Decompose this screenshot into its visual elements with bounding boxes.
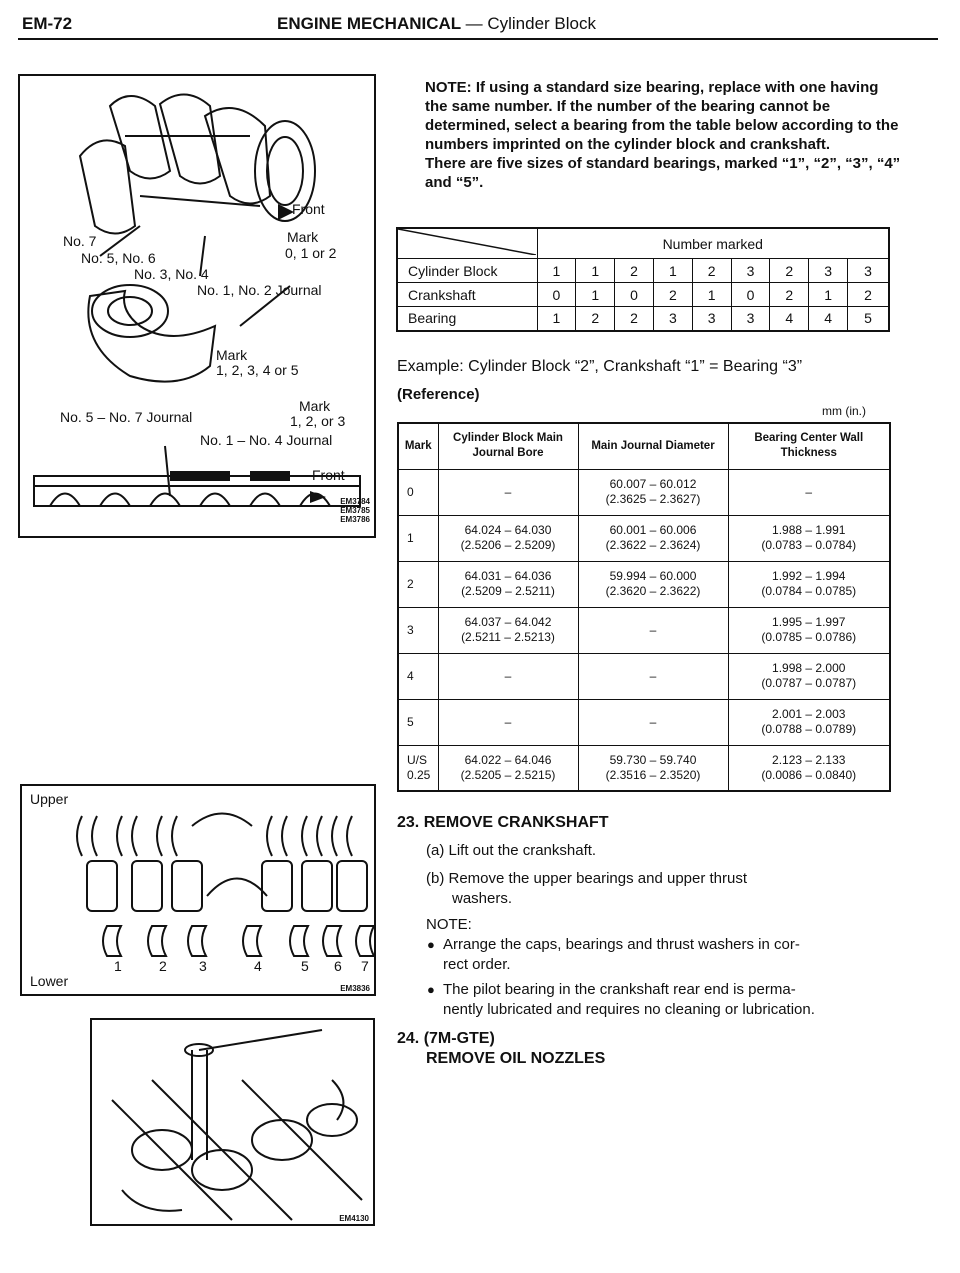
figure-code-4: EM3836 [340,984,370,993]
cap-number-1: 1 [114,958,122,974]
step-23b-line1: (b) Remove the upper bearings and upper thrust [426,870,748,887]
table-cell: 1.992 – 1.994 (0.0784 – 0.0785) [728,561,890,607]
table-cell: 3 [692,307,731,331]
table-cell: 1 [398,515,438,561]
note-paragraph-1: NOTE: If using a standard size bearing, replace with one having the same number. If the number of the bearing cannot be determined, select a bearing from the table below according to the numbers imprinted on the cylinder block and crankshaft. [425,79,899,153]
figure-code-5: EM4130 [339,1214,369,1223]
corner-diagonal [398,229,536,255]
table-cell: – [728,469,890,515]
column-header-diameter: Main Journal Diameter [578,423,728,469]
column-header-thickness: Bearing Center Wall Thickness [728,423,890,469]
step-23-title: 23. REMOVE CRANKSHAFT [397,814,609,831]
table-cell: – [578,607,728,653]
corner-cell [397,228,537,259]
upper-label: Upper [30,791,69,807]
step-23b-line2: washers. [452,890,513,907]
bearing-caps-figure [20,784,376,996]
table-cell: 2 [848,283,890,307]
table-cell: 3 [653,307,692,331]
column-header-mark: Mark [398,423,438,469]
table-cell: 2 [770,259,809,283]
table-cell: 60.007 – 60.012 (2.3625 – 2.3627) [578,469,728,515]
lower-label: Lower [30,973,69,989]
table-row [397,307,889,331]
no5-no7-journal-label: No. 5 – No. 7 Journal [60,409,193,425]
table-cell: 3 [398,607,438,653]
table-header-row [398,423,890,469]
column-header-bore: Cylinder Block Main Journal Bore [438,423,578,469]
page-title [277,14,596,34]
table-cell: 3 [731,307,770,331]
example-text: Example: Cylinder Block “2”, Crankshaft “1” = Bearing “3” [397,358,803,375]
step-23a: (a) Lift out the crankshaft. [426,842,597,859]
table-cell: 1 [653,259,692,283]
number-marked-table [396,227,890,332]
no7-label: No. 7 [63,233,97,249]
cap-number-6: 6 [334,958,342,974]
note-paragraph-2: There are five sizes of standard bearings, marked “1”, “2”, “3”, “4” and “5”. [425,155,901,191]
table-cell: 2 [770,283,809,307]
table-cell: – [578,653,728,699]
table-row [398,607,890,653]
section-title: ENGINE MECHANICAL [277,14,461,33]
table-row [397,228,889,259]
table-cell: 4 [770,307,809,331]
table-cell: 3 [731,259,770,283]
crankshaft-marks-figure [18,74,376,538]
table-cell: 64.031 – 64.036 (2.5209 – 2.5211) [438,561,578,607]
no5-no6-label: No. 5, No. 6 [81,250,156,266]
number-marked-header: Number marked [537,228,889,259]
mark-label-123: Mark [299,398,331,414]
cap-number-3: 3 [199,958,207,974]
table-cell: 1.998 – 2.000 (0.0787 – 0.0787) [728,653,890,699]
table-row [398,745,890,791]
table-cell: 64.022 – 64.046 (2.5205 – 2.5215) [438,745,578,791]
table-cell: 2.123 – 2.133 (0.0086 – 0.0840) [728,745,890,791]
mark-label-012: Mark [287,229,319,245]
title-dash: — [465,14,483,33]
table-cell: 64.024 – 64.030 (2.5206 – 2.5209) [438,515,578,561]
unit-label: mm (in.) [822,404,866,418]
table-cell: 4 [809,307,848,331]
standard-bearing-note [425,78,905,192]
figure-code-3: EM3786 [340,515,370,524]
table-cell: U/S 0.25 [398,745,438,791]
no1-no4-journal-label: No. 1 – No. 4 Journal [200,432,333,448]
table-cell: – [438,699,578,745]
no3-no4-label: No. 3, No. 4 [134,266,209,282]
table-cell: 1 [537,259,576,283]
table-cell: 5 [398,699,438,745]
crankshaft-removal-illustration [92,1020,375,1226]
table-row [398,515,890,561]
table-cell: – [438,469,578,515]
table-cell: 0 [537,283,576,307]
figure-code-1: EM3784 [340,497,370,506]
table-row [397,259,889,283]
page-code: EM-72 [22,14,73,33]
table-cell: 3 [848,259,890,283]
table-cell: 1 [576,283,615,307]
table-cell: 4 [398,653,438,699]
mark-values-123: 1, 2, or 3 [290,413,346,429]
reference-table-body [398,469,890,791]
table-cell: 0 [615,283,654,307]
mark-values-012: 0, 1 or 2 [285,245,337,261]
reference-table [397,422,891,792]
table-cell: 1.995 – 1.997 (0.0785 – 0.0786) [728,607,890,653]
step-24-title: 24. (7M-GTE) [397,1030,495,1047]
front-label-bottom: Front [312,467,345,483]
step-23-bullet2-line2: nently lubricated and requires no cleaning or lubrication. [443,1001,815,1018]
table-cell: 59.994 – 60.000 (2.3620 – 2.3622) [578,561,728,607]
header-rule [18,38,938,40]
table-cell: 2 [692,259,731,283]
table-row [398,699,890,745]
table-cell: 0 [398,469,438,515]
table-row [398,469,890,515]
reference-label: (Reference) [397,386,480,403]
table-cell: 2 [615,307,654,331]
cap-number-5: 5 [301,958,309,974]
table-cell: 2.001 – 2.003 (0.0788 – 0.0789) [728,699,890,745]
row-label: Crankshaft [397,283,537,307]
cap-number-7: 7 [361,958,369,974]
step-24-subtitle: REMOVE OIL NOZZLES [426,1050,606,1067]
table-cell: 60.001 – 60.006 (2.3622 – 2.3624) [578,515,728,561]
row-label: Bearing [397,307,537,331]
section-subtitle: Cylinder Block [487,14,596,33]
table-cell: 64.037 – 64.042 (2.5211 – 2.5213) [438,607,578,653]
step-23-bullet1-line2: rect order. [443,956,511,973]
table-cell: 1.988 – 1.991 (0.0783 – 0.0784) [728,515,890,561]
table-cell: – [438,653,578,699]
table-cell: 59.730 – 59.740 (2.3516 – 2.3520) [578,745,728,791]
no1-no2-journal-label: No. 1, No. 2 Journal [197,282,322,298]
front-label-top: Front [292,201,325,217]
figure-code-2: EM3785 [340,506,370,515]
table-cell: 1 [537,307,576,331]
table-cell: 1 [576,259,615,283]
table-cell: 2 [398,561,438,607]
step-23-note-label: NOTE: [426,916,472,933]
step-23-bullet1-line1: ● Arrange the caps, bearings and thrust washers in cor- [443,935,800,955]
table-row [398,653,890,699]
table-cell: 2 [653,283,692,307]
table-cell: – [578,699,728,745]
table-cell: 1 [692,283,731,307]
step-23-bullet2-line1: ● The pilot bearing in the crankshaft rear end is perma- [443,980,796,1000]
table-cell: 5 [848,307,890,331]
mark-values-12345: 1, 2, 3, 4 or 5 [216,362,299,378]
crankshaft-removal-figure [90,1018,375,1226]
table-cell: 2 [576,307,615,331]
row-label: Cylinder Block [397,259,537,283]
cap-number-4: 4 [254,958,262,974]
table-cell: 2 [615,259,654,283]
table-cell: 1 [809,283,848,307]
cap-number-2: 2 [159,958,167,974]
table-row [397,283,889,307]
table-cell: 3 [809,259,848,283]
table-row [398,561,890,607]
mark-label-12345: Mark [216,347,248,363]
table-cell: 0 [731,283,770,307]
